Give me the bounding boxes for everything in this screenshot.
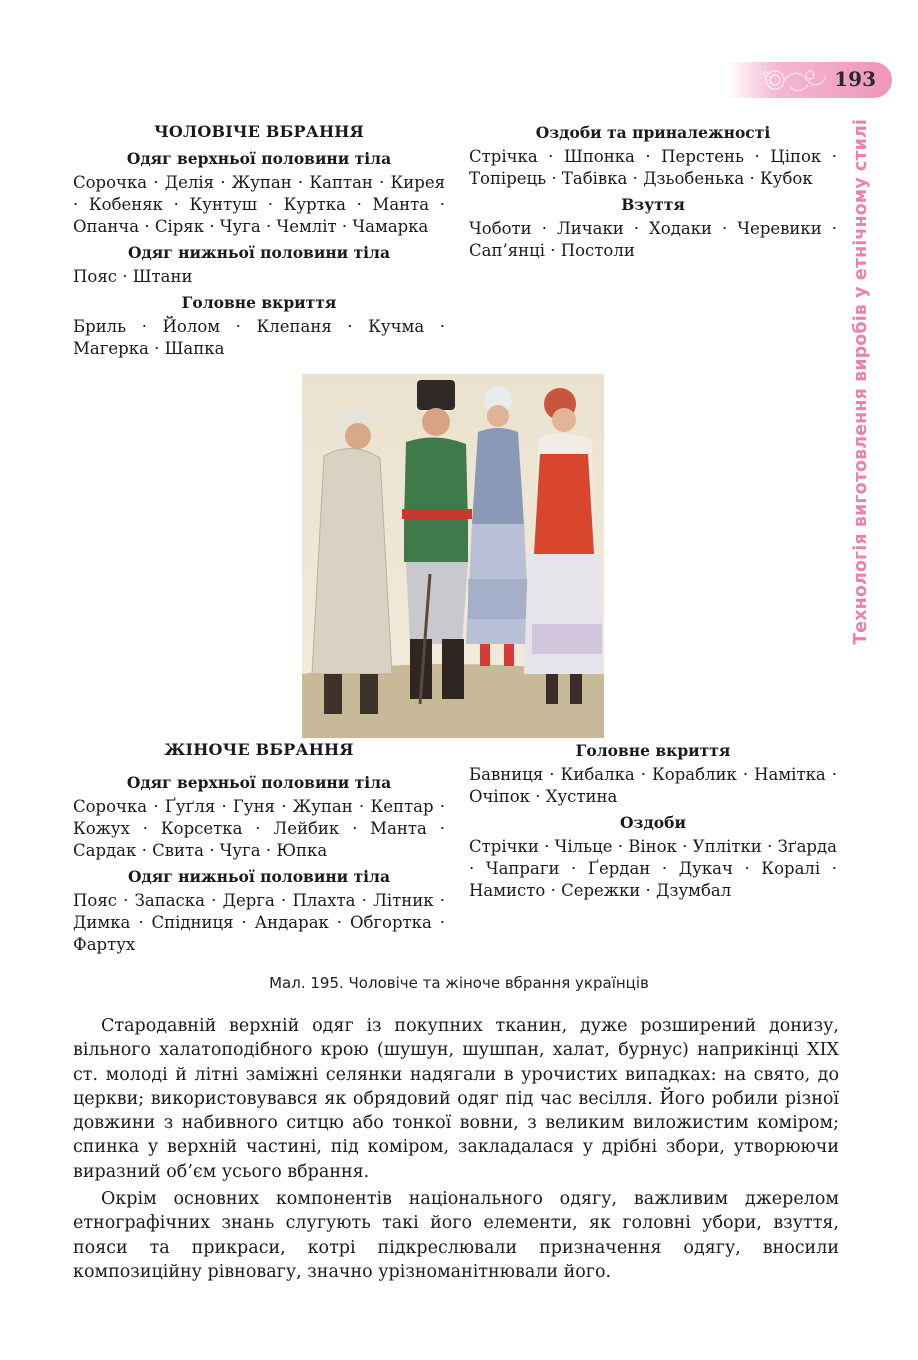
men-headwear-items: Бриль · Йолом · Клепаня · Кучма · Магерка · Шапка [73,317,445,358]
men-section-title: ЧОЛОВІЧЕ ВБРАННЯ [154,122,364,141]
men-lower-title: Одяг нижньої половини тіла [127,243,391,262]
men-clothing-left-column [73,120,445,360]
women-ornaments-items: Стрічки · Чільце · Вінок · Уплітки · Зґарда · Чапраги · Ґердан · Дукач · Коралі · Намисто · Сережки · Дзумбал [469,837,837,900]
women-lower-title: Одяг нижньої половини тіла [127,867,391,886]
page-number: 193 [834,67,876,91]
figure-caption: Мал. 195. Чоловіче та жіноче вбрання українців [269,974,649,992]
men-footwear-items: Чоботи · Личаки · Ходаки · Черевики · Сап’янці · Постоли [469,219,837,260]
women-lower-items: Пояс · Запаска · Дерга · Плахта · Літник · Димка · Спідниця · Андарак · Обгортка · Фартух [73,891,445,954]
women-headwear-items: Бавниця · Кибалка · Кораблик · Намітка · Очіпок · Хустина [469,765,837,806]
men-accessories-items: Стрічка · Шпонка · Перстень · Ціпок · Топірець · Табівка · Дзьобенька · Кубок [469,147,837,188]
body-text [73,1014,839,1284]
women-headwear-title: Головне вкриття [575,741,731,760]
men-headwear-title: Головне вкриття [181,293,337,312]
men-clothing-right-column [469,120,837,262]
men-upper-items: Сорочка · Делія · Жупан · Каптан · Кирея · Кобеняк · Кунтуш · Куртка · Манта · Опанча · Сіряк · Чуга · Чемліт · Чамарка [73,173,445,236]
women-clothing-left-column [73,738,445,956]
body-paragraph: Окрім основних компонентів національного одягу, важливим джерелом етнографічних знань слугують такі його елементи, як головні убори, взуття, пояси та прикраси, котрі підкреслювали призначення одягу, вносили композиційну рівновагу, значно урізноманітнювали його. [73,1189,839,1282]
floral-ornament-icon [760,65,830,95]
page-number-tab [728,62,892,98]
men-lower-items: Пояс · Штани [73,267,193,286]
men-accessories-title: Оздоби та приналежності [535,123,771,142]
men-upper-title: Одяг верхньої половини тіла [126,149,392,168]
women-upper-items: Сорочка · Ґуґля · Гуня · Жупан · Кептар · Кожух · Корсетка · Лейбик · Манта · Сардак · Свита · Чуга · Юпка [73,797,445,860]
women-section-title: ЖІНОЧЕ ВБРАННЯ [164,740,354,759]
folk-costume-illustration [302,374,604,738]
men-footwear-title: Взуття [621,195,685,214]
side-section-title [843,119,879,645]
body-paragraph: Стародавній верхній одяг із покупних тканин, дуже розширений донизу, вільного халатоподібного крою (шушун, шушпан, халат, бурнус) наприкінці XIX ст. молоді й літні заміжні селянки надягали в урочистих випадках: на свято, до церкви; використовувався як обрядовий одяг під час весілля. Його робили різної довжини з набивного ситцю або тонкої вовни, з великим виложистим коміром; спинка у верхній частині, під коміром, закладалася у дрібні збори, утворюючи виразний об’єм усього вбрання. [73,1016,839,1182]
women-upper-title: Одяг верхньої половини тіла [126,773,392,792]
side-title-text: Технологія виготовлення виробів у етнічному стилі [851,119,871,645]
women-ornaments-title: Оздоби [620,813,686,832]
women-clothing-right-column [469,738,837,902]
